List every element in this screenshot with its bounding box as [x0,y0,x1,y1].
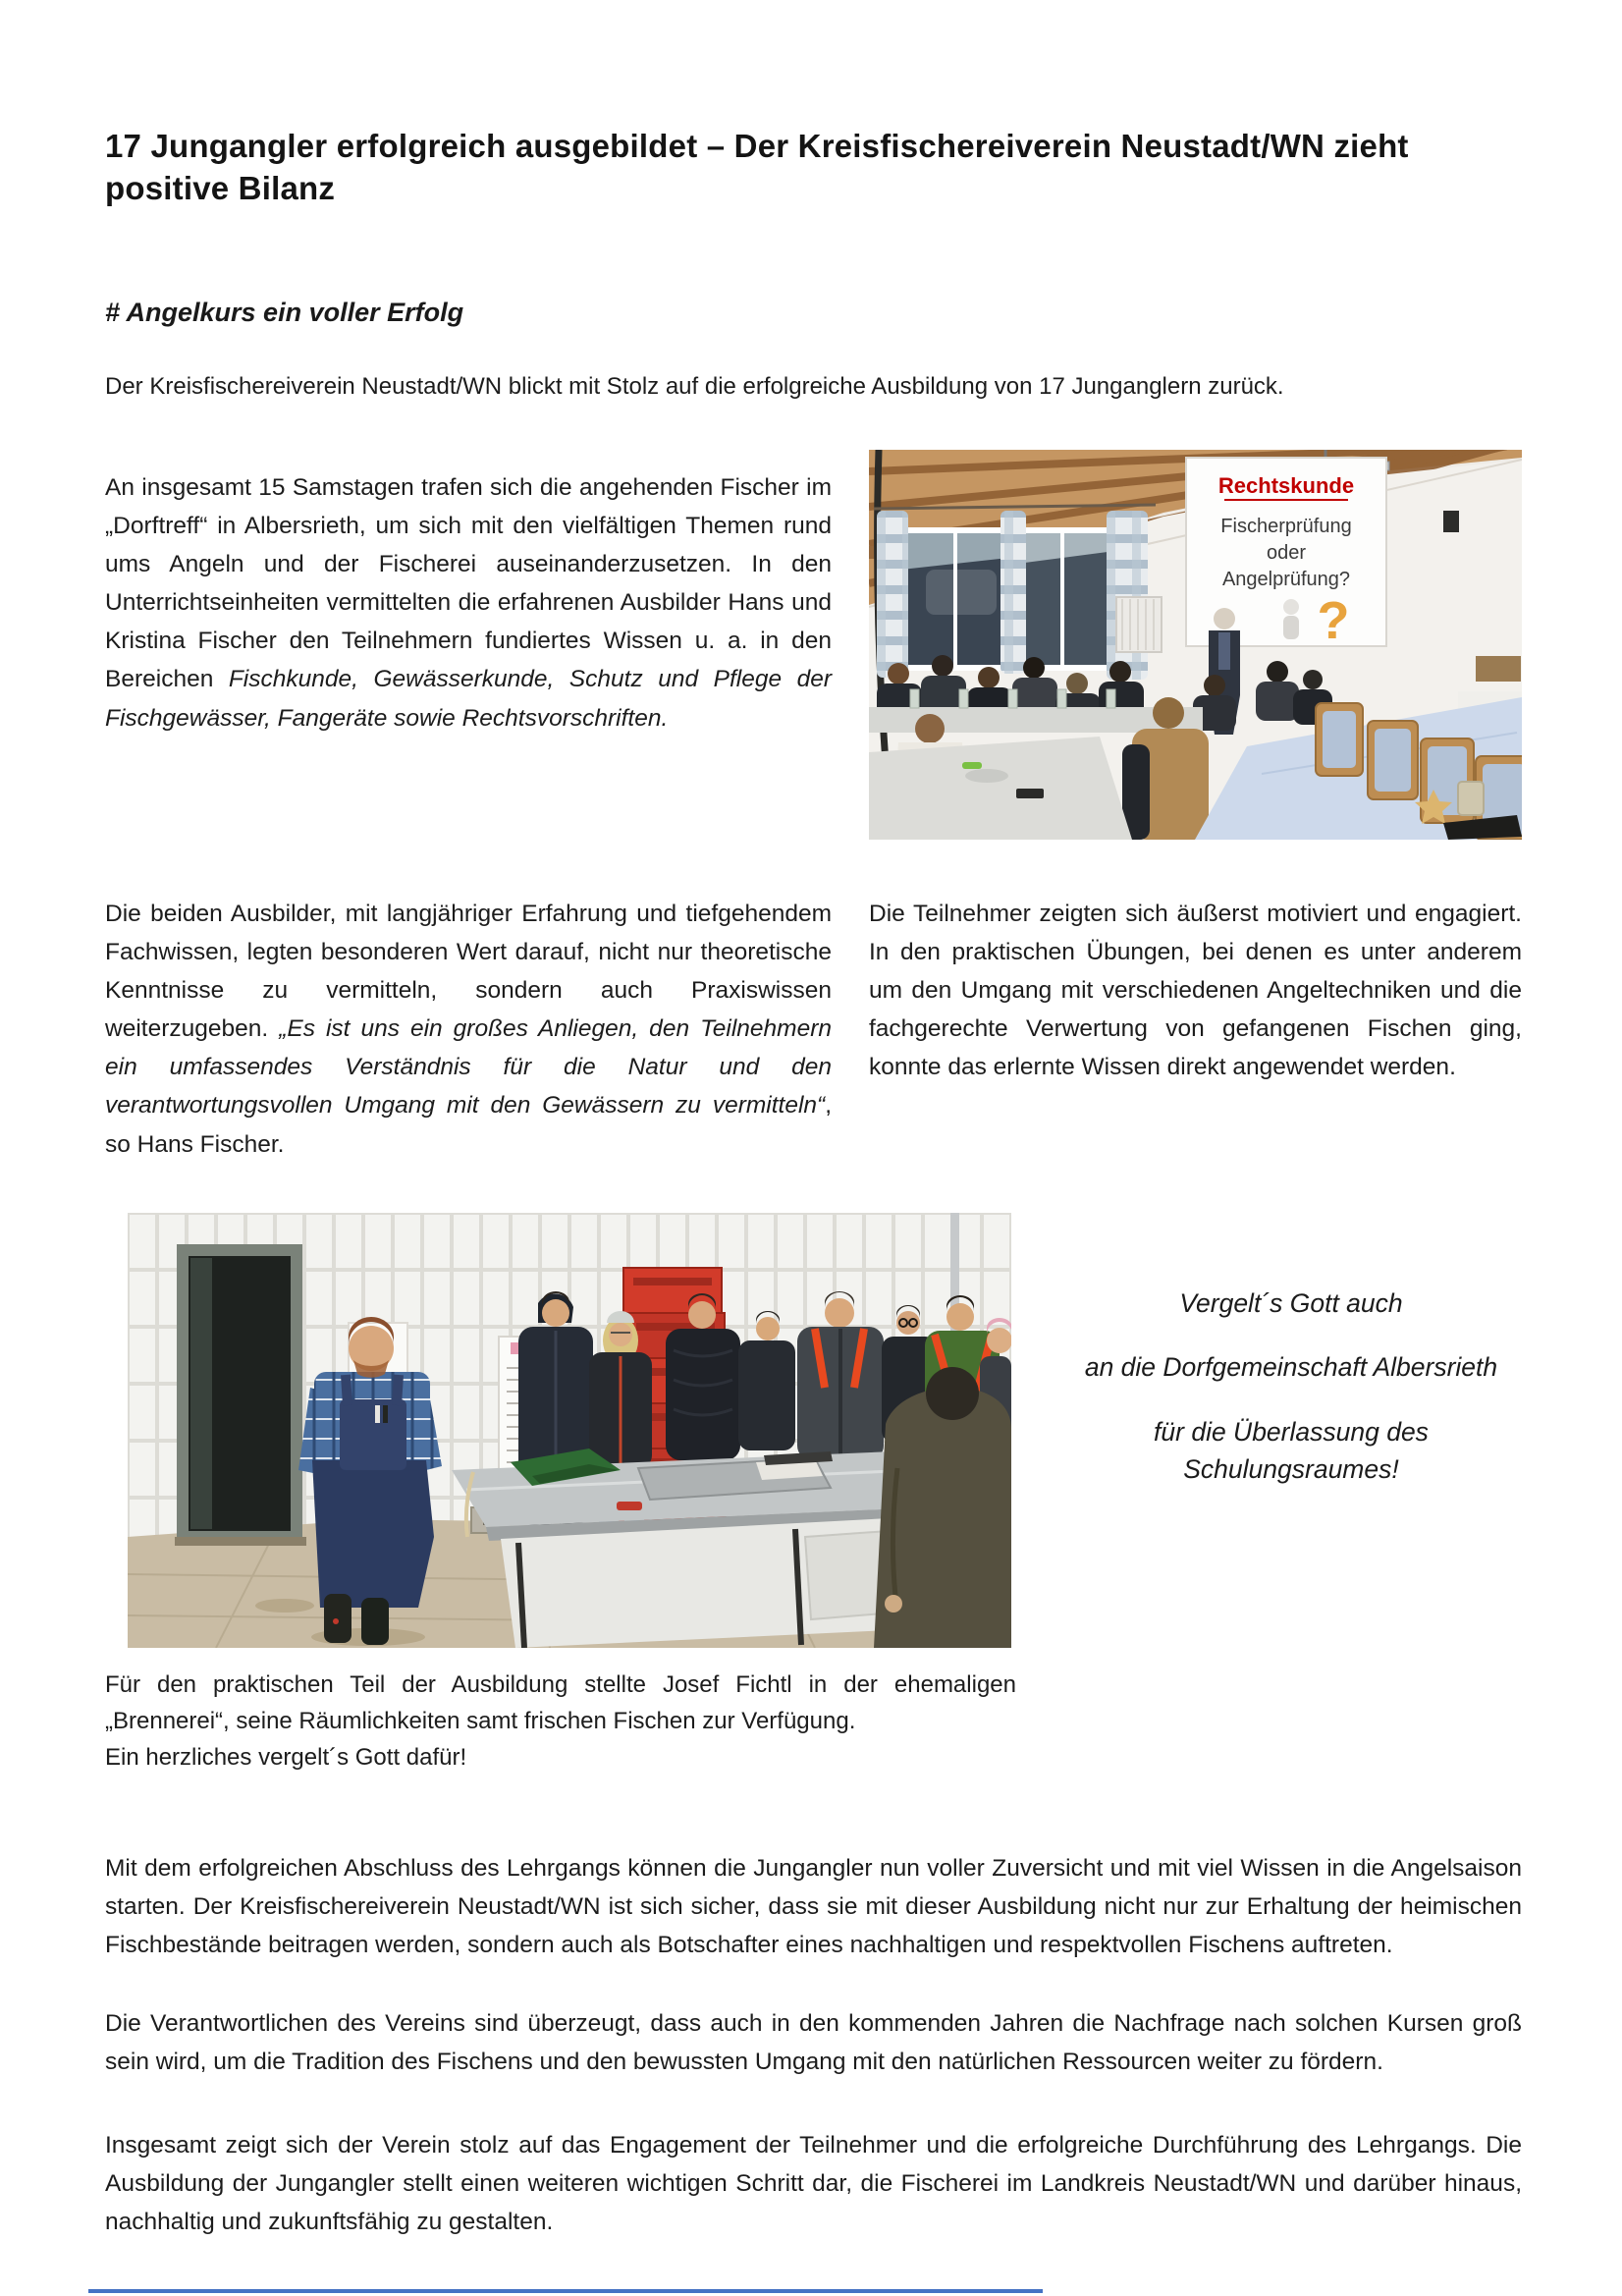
paragraph-closing-1: Mit dem erfolgreichen Abschluss des Lehrgangs können die Jungangler nun voller Zuversicht und mit viel Wissen in die Angelsaison starten. Der Kreisfischereiverein Neustadt/WN ist sich sicher, dass sie mit dieser Ausbildung nicht nur zur Erhaltung der heimischen Fischbestände beitragen werden, sondern auch als Botschafter eines nachhaltigen und respektvollen Fischens auftreten. [105,1854,1522,1958]
curtain-left [877,511,908,678]
curtain-right [1107,511,1148,680]
paragraph-course: An insgesamt 15 Samstagen trafen sich die angehenden Fischer im „Dorftreff“ in Albersrieth, um sich mit den vielfältigen Themen rund ums Angeln und der Fischerei auseinanderzusetzen. In den Unterrichtseinheiten vermittelten die erfahrenen Ausbilder Hans und Kristina Fischer den Teilnehmern fundiertes Wissen u. a. in den Bereichen Fischkunde, Gewässerkunde, Schutz und Pflege der Fischgewässer, Fangeräte sowie Rechtsvorschriften. [105,473,832,732]
photo-caption [105,1667,1016,1777]
photo-brennerei [128,1213,1011,1648]
slide-question-mark: ? [1317,591,1350,650]
caption-text-2: Ein herzliches vergelt´s Gott dafür! [105,1743,467,1771]
article-subtitle: # Angelkurs ein voller Erfolg [105,298,464,328]
paragraph-trainers: Die beiden Ausbilder, mit langjähriger Erfahrung und tiefgehendem Fachwissen, legten besonderen Wert darauf, nicht nur theoretische Kenntnisse zu vermitteln, sondern auch Praxiswissen weiterzugeben. „Es ist uns ein großes Anliegen, den Teilnehmern ein umfassendes Verständnis für die Natur und den verantwortungsvollen Umgang mit den Gewässern zu vermitteln“, so Hans Fischer. [105,900,832,1158]
slide-line3: Angelprüfung? [1221,569,1351,590]
intro-paragraph: Der Kreisfischereiverein Neustadt/WN blickt mit Stolz auf die erfolgreiche Ausbildung von 17 Junganglern zurück. [105,373,1284,400]
paragraph-closing-3: Insgesamt zeigt sich der Verein stolz auf das Engagement der Teilnehmer und die erfolgreiche Durchführung des Lehrgangs. Die Ausbildung der Jungangler stellt einen weiteren wichtigen Schritt dar, die Fischerei im Landkreis Neustadt/WN und darüber hinaus, nachhaltig und zukunftsfähig zu gestalten. [105,2131,1522,2235]
brennerei-illustration [128,1213,1011,1648]
photo-classroom [869,450,1522,840]
doorway [175,1244,306,1546]
paragraph-participants: Die Teilnehmer zeigten sich äußerst motiviert und engagiert. In den praktischen Übungen, bei denen es unter anderem um den Umgang mit verschiedenen Angeltechniken und die fachgerechte Verwertung von gefangenen Fischen ging, konnte das erlernte Wissen direkt angewendet werden. [869,900,1522,1081]
paragraph-closing-2: Die Verantwortlichen des Vereins sind überzeugt, dass auch in den kommenden Jahren die Nachfrage nach solchen Kursen groß sein wird, um die Tradition des Fischens und den bewussten Umgang mit den natürlichen Ressourcen weiter zu fördern. [105,2009,1522,2075]
caption-text: Für den praktischen Teil der Ausbildung stellte Josef Fichtl in der ehemaligen „Brennerei“, seine Räumlichkeiten samt frischen Fischen zur Verfügung. [105,1671,1016,1734]
curtain-middle [1000,511,1026,674]
windows [874,505,1156,680]
slide-title: Rechtskunde [1217,473,1355,498]
slide-line1: Fischerprüfung [1220,516,1352,537]
thanks-line-1: Vergelt´s Gott auch [1179,1288,1403,1318]
radiator [1116,597,1162,652]
thanks-line-3: für die Überlassung des Schulungsraumes! [1154,1416,1429,1485]
slide-line2: oder [1266,542,1307,564]
thanks-note [1075,1285,1507,1515]
classroom-illustration [869,450,1522,840]
page-title: 17 Jungangler erfolgreich ausgebildet – Der Kreisfischereiverein Neustadt/WN zieht positive Bilanz [105,128,1409,206]
thanks-line-2: an die Dorfgemeinschaft Albersrieth [1084,1352,1498,1383]
bottom-accent-rule [88,2289,1043,2293]
